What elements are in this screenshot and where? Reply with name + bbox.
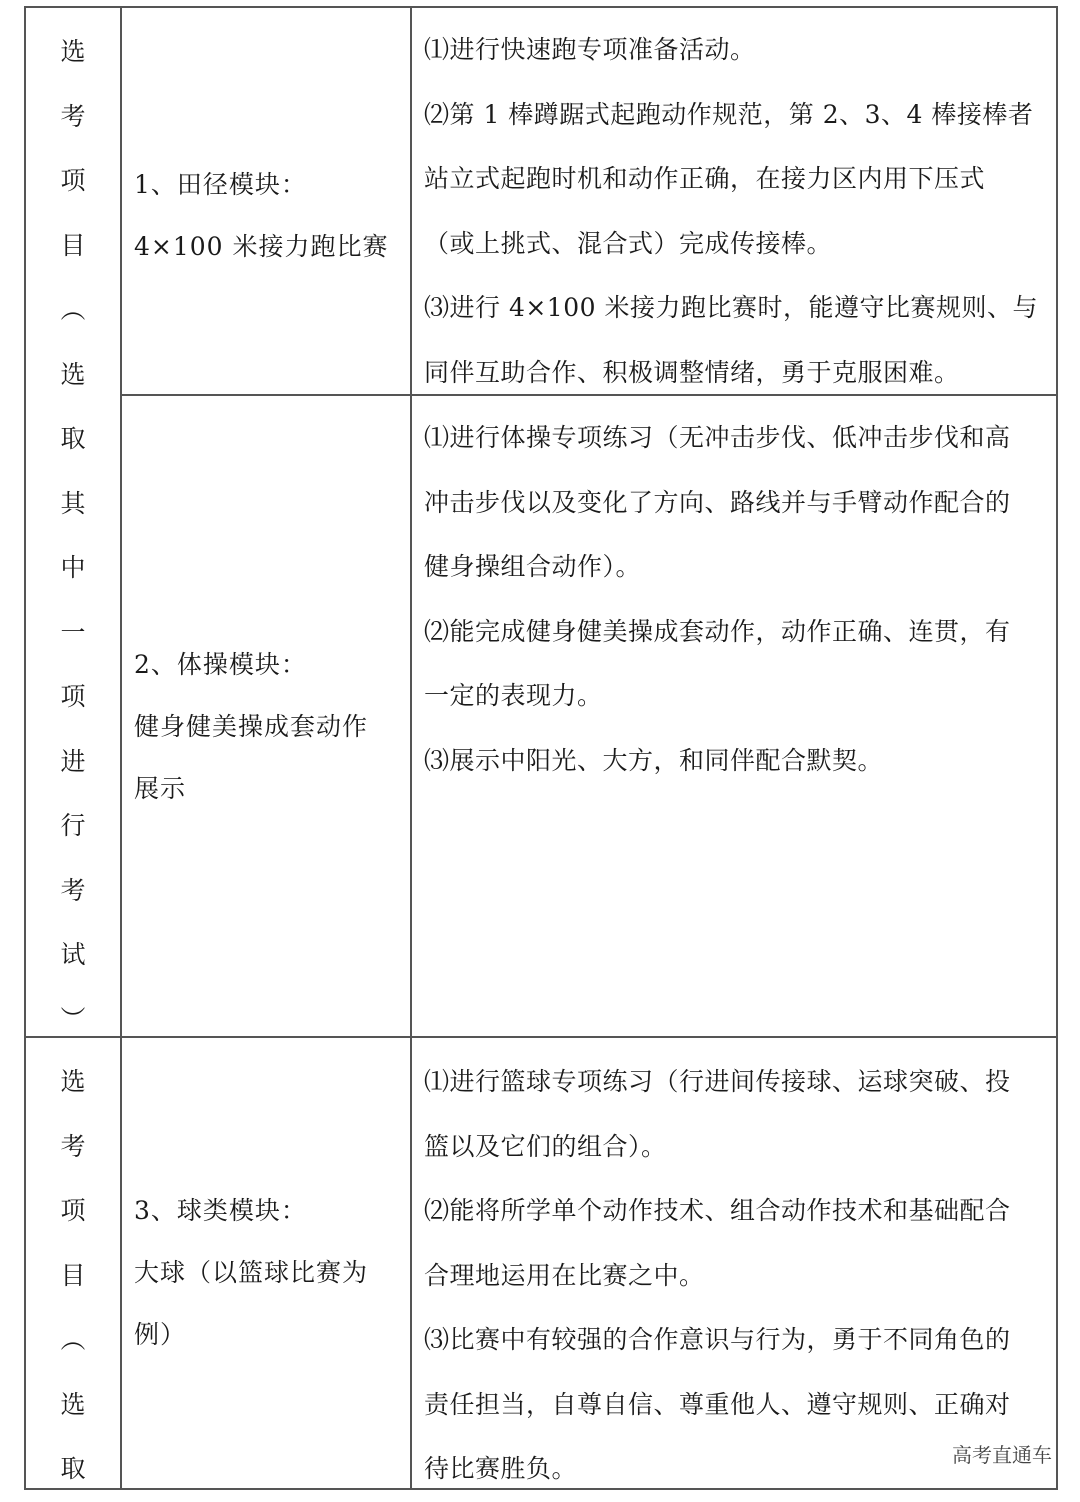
vertical-char: 考 [60, 875, 86, 905]
module-requirements-gymnastics [424, 406, 1054, 793]
module-requirements-track [424, 18, 1054, 405]
requirement-line: ⑴进行快速跑专项准备活动。 [424, 35, 756, 64]
vertical-char: 考 [60, 1131, 86, 1161]
watermark: 高考直通车 [952, 1443, 1052, 1467]
section-a-vertical-label [26, 20, 120, 1052]
requirement-line: 合理地运用在比赛之中。 [424, 1260, 705, 1290]
requirement-line: 冲击步伐以及变化了方向、路线并与手臂动作配合的 [424, 487, 1011, 517]
vertical-char: ︵ [60, 1325, 86, 1354]
module-title-gymnastics [134, 634, 406, 820]
requirement-line: ⑴进行篮球专项练习（行进间传接球、运球突破、投 [424, 1067, 1011, 1096]
section-b-vertical-label [26, 1050, 120, 1502]
module-title-track [134, 154, 406, 278]
vertical-char: 目 [60, 1260, 86, 1290]
exam-table [24, 6, 1058, 1490]
vertical-char: 进 [60, 746, 86, 776]
vertical-char: ︶ [60, 1004, 86, 1034]
requirement-line: ⑶比赛中有较强的合作意识与行为，勇于不同角色的 [424, 1325, 1011, 1354]
requirement-line: ⑵能将所学单个动作技术、组合动作技术和基础配合 [424, 1196, 1011, 1225]
vertical-char: 其 [60, 488, 86, 518]
module-item: 例） [134, 1320, 187, 1349]
vertical-char: 中 [60, 553, 86, 582]
vertical-char: 项 [60, 682, 86, 711]
module-requirements-ball [424, 1050, 1054, 1502]
requirement-line: 同伴互助合作、积极调整情绪，勇于克服困难。 [424, 357, 960, 387]
requirement-line: （或上挑式、混合式）完成传接棒。 [424, 228, 833, 258]
section-divider [26, 1036, 1056, 1038]
requirement-line: 站立式起跑时机和动作正确，在接力区内用下压式 [424, 164, 986, 193]
vertical-char: 试 [60, 940, 86, 969]
vertical-char: 选 [60, 1389, 86, 1419]
vertical-char: 考 [60, 101, 86, 131]
module-name: 2、体操模块： [134, 650, 307, 679]
vertical-char: ︵ [60, 295, 86, 324]
vertical-char: 选 [60, 359, 86, 389]
vertical-char: 取 [60, 1454, 86, 1483]
vertical-char: 选 [60, 1067, 86, 1096]
vertical-char: 一 [60, 617, 86, 647]
module-title-ball [134, 1180, 406, 1366]
requirement-line: ⑶进行 4×100 米接力跑比赛时，能遵守比赛规则、与 [424, 293, 1038, 322]
vertical-char: 项 [60, 166, 86, 195]
vertical-char: 行 [60, 811, 86, 840]
requirement-line: ⑶展示中阳光、大方，和同伴配合默契。 [424, 745, 884, 775]
vertical-char: 取 [60, 424, 86, 453]
requirement-line: ⑴进行体操专项练习（无冲击步伐、低冲击步伐和高 [424, 423, 1011, 452]
module-item: 4×100 米接力跑比赛 [134, 232, 389, 261]
module-name: 3、球类模块： [134, 1196, 307, 1225]
requirement-line: ⑵能完成健身健美操成套动作，动作正确、连贯，有 [424, 616, 1011, 646]
module-item: 健身健美操成套动作 [134, 712, 369, 741]
requirement-line: ⑵第 1 棒蹲踞式起跑动作规范，第 2、3、4 棒接棒者 [424, 99, 1034, 129]
vertical-char: 选 [60, 37, 86, 66]
requirement-line: 健身操组合动作）。 [424, 552, 642, 581]
vertical-char: 目 [60, 230, 86, 260]
module-item: 展示 [134, 774, 187, 803]
vertical-char: 项 [60, 1196, 86, 1225]
module-item: 大球（以篮球比赛为 [134, 1258, 369, 1287]
column-divider-1 [120, 8, 122, 1488]
module-name: 1、田径模块： [134, 170, 307, 199]
requirement-line: 篮以及它们的组合）。 [424, 1131, 667, 1161]
requirement-line: 一定的表现力。 [424, 681, 603, 710]
column-divider-2 [410, 8, 412, 1488]
requirement-line: 责任担当，自尊自信、尊重他人、遵守规则、正确对 [424, 1389, 1011, 1419]
requirement-line: 待比赛胜负。 [424, 1454, 578, 1483]
